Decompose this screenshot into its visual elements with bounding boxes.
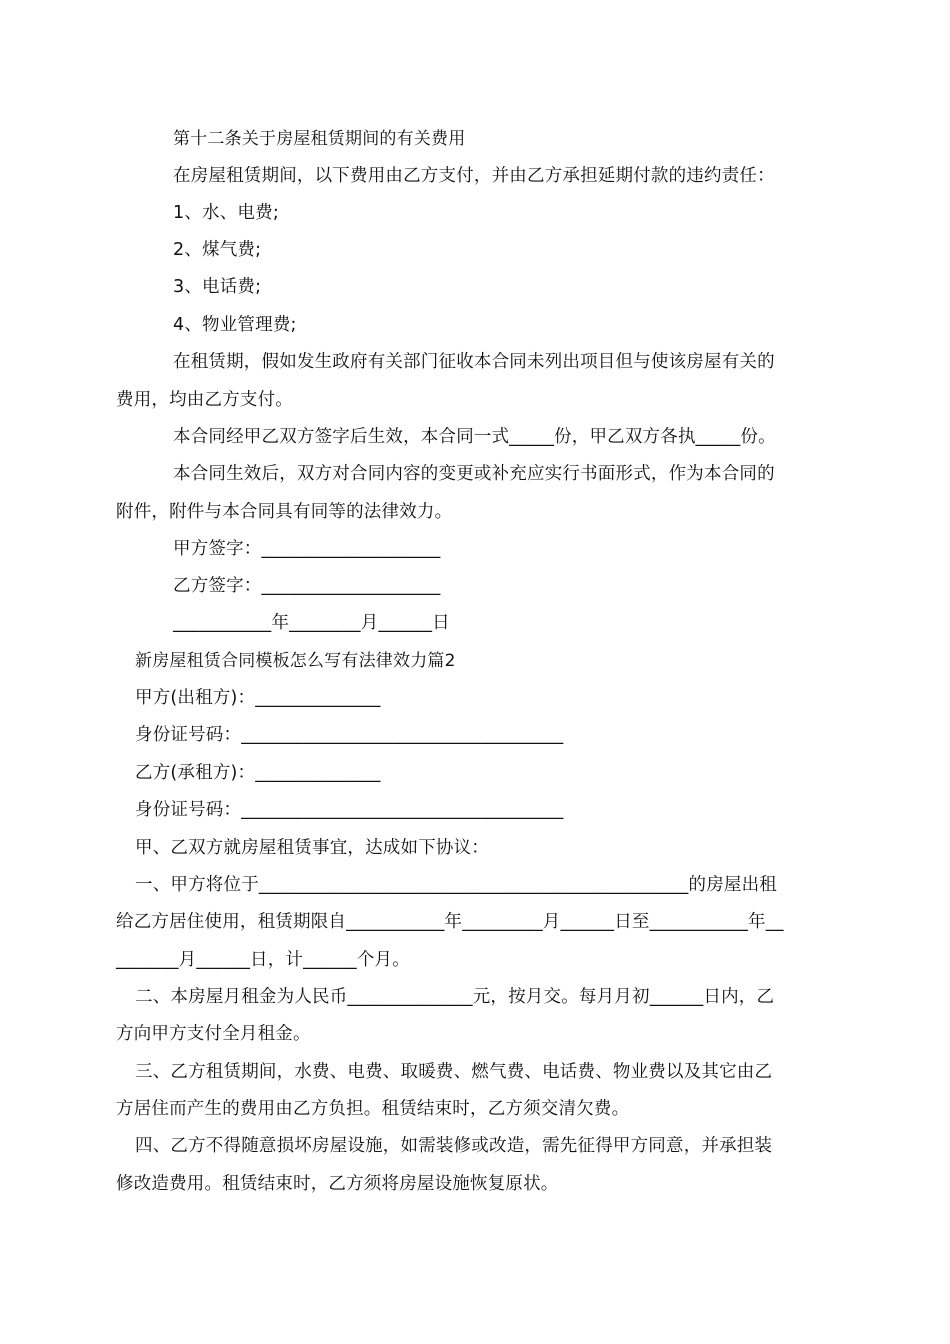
clause-2-line: 二、本房屋月租金为人民币______________元，按月交。每月月初______日内，乙 xyxy=(135,987,775,1007)
clause-4-line: 修改造费用。租赁结束时，乙方须将房屋设施恢复原状。 xyxy=(116,1174,559,1194)
party-a-field: 甲方(出租方)：______________ xyxy=(135,688,381,708)
id-number-field: 身份证号码：____________________________________ xyxy=(135,725,564,745)
paragraph-line: 在房屋租赁期间，以下费用由乙方支付，并由乙方承担延期付款的违约责任： xyxy=(173,166,775,186)
paragraph-line: 在租赁期，假如发生政府有关部门征收本合同未列出项目但与使该房屋有关的 xyxy=(173,352,775,372)
clause-4-line: 四、乙方不得随意损坏房屋设施，如需装修或改造，需先征得甲方同意，并承担装 xyxy=(135,1136,773,1156)
list-item: 1、水、电费; xyxy=(173,203,279,223)
clause-1-line: _______月______日，计______个月。 xyxy=(116,950,410,970)
id-number-field: 身份证号码：____________________________________ xyxy=(135,800,564,820)
party-b-signature-field: 乙方签字：____________________ xyxy=(173,576,441,596)
clause-1-line: 一、甲方将位于________________________________________________的房屋出租 xyxy=(135,875,777,895)
list-item: 4、物业管理费; xyxy=(173,315,297,335)
clause-1-line: 给乙方居住使用，租赁期限自___________年_________月______日至___________年__ xyxy=(116,912,784,932)
paragraph-line: 甲、乙双方就房屋租赁事宜，达成如下协议： xyxy=(135,838,489,858)
list-item: 2、煤气费; xyxy=(173,240,262,260)
paragraph-line: 费用，均由乙方支付。 xyxy=(116,390,293,410)
list-item: 3、电话费; xyxy=(173,277,262,297)
article-12-heading: 第十二条关于房屋租赁期间的有关费用 xyxy=(173,129,466,149)
paragraph-line: 本合同生效后，双方对合同内容的变更或补充应实行书面形式，作为本合同的 xyxy=(173,464,775,484)
date-field: ___________年________月______日 xyxy=(173,613,450,633)
clause-2-line: 方向甲方支付全月租金。 xyxy=(116,1024,311,1044)
paragraph-line: 本合同经甲乙双方签字后生效，本合同一式_____份，甲乙双方各执_____份。 xyxy=(173,427,776,447)
party-b-field: 乙方(承租方)：______________ xyxy=(135,763,381,783)
clause-3-line: 三、乙方租赁期间，水费、电费、取暖费、燃气费、电话费、物业费以及其它由乙 xyxy=(135,1062,773,1082)
clause-3-line: 方居住而产生的费用由乙方负担。租赁结束时，乙方须交清欠费。 xyxy=(116,1099,630,1119)
paragraph-line: 附件，附件与本合同具有同等的法律效力。 xyxy=(116,502,453,522)
party-a-signature-field: 甲方签字：____________________ xyxy=(173,539,441,559)
section-title: 新房屋租赁合同模板怎么写有法律效力篇2 xyxy=(135,651,456,671)
